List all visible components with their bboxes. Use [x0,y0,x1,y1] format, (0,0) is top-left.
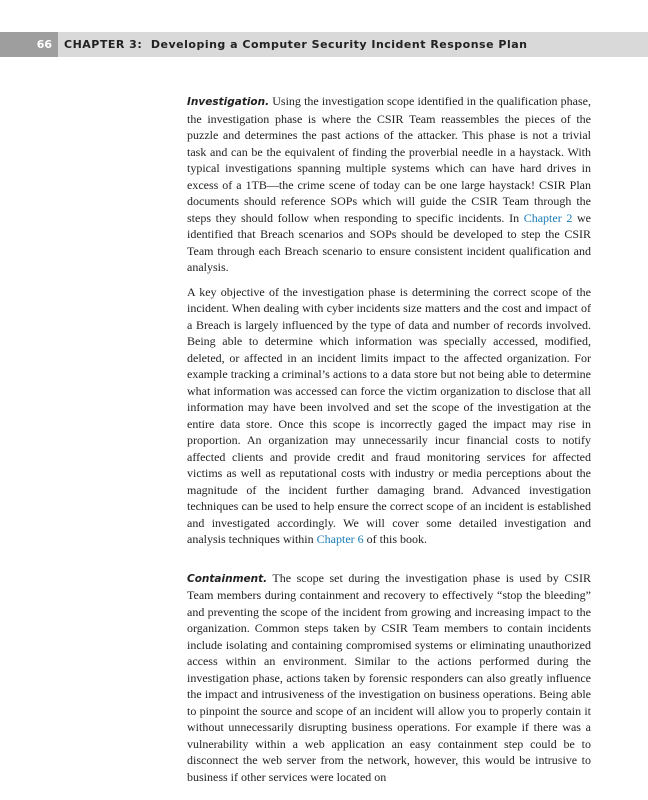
body-text [187,93,591,785]
chapter-2-link[interactable]: Chapter 2 [523,210,573,225]
investigation-paragraph-1 [187,93,591,276]
running-head-title [64,38,527,51]
chapter-6-link[interactable]: Chapter 6 [316,532,364,546]
containment-p1-text: The scope set during the investigation phase is used by CSIR Team members during containment and recovery to effectively “stop the bleeding” and preventing the scope of the incident from growing and increasing impact to the organization. Common steps taken by CSIR Team members to contain incidents include isolating and containing compromised systems or eliminating unauthorized access within an environment. Similar to the actions performed during the investigation phase, actions taken by forensic responders can also greatly influence the impact and intrusiveness of the investigation on business operations. Being able to pinpoint the source and scope of an incident will allow you to properly contain it without unnecessarily disrupting business operations. For example if there was a vulnerability within a web application an easy containment step could be to disconnect the web server from the network, however, this would be intrusive to business if other services were located on [187,570,591,784]
page-number: 66 [0,32,58,57]
chapter-title: Developing a Computer Security Incident Response Plan [150,38,528,51]
investigation-paragraph-2 [187,284,591,548]
containment-paragraph-1 [187,570,591,786]
investigation-heading: Investigation. [187,96,270,108]
chapter-label: CHAPTER 3: [64,38,143,51]
investigation-p1-text-b: we identified that Breach scenarios and SOPs should be developed to step the CSIR Team through each Breach scenario to ensure consistent incident qualification and analysis. [187,210,591,274]
running-header [0,32,648,57]
investigation-p2-text-a: A key objective of the investigation phase is determining the correct scope of the incident. When dealing with cyber incidents size matters and the cost and impact of a Breach is largely influenced by the type of data and number of records involved. Being able to determine which information was specially accessed, modified, deleted, or affected in an incident limits impact to the affected organization. For example tracking a criminal’s actions to a data store but not being able to determine what information was accessed can force the victim organization to disclose that all information may have been involved and set the scope of the investigation at the entire data store. Once this scope is incorrectly gaged the impact may rise in proportion. An organization may unnecessarily incur financial costs to notify affected clients and provide credit and fraud monitoring services for affected victims as well as reputational costs with industry or media perceptions about the magnitude of the incident further damaging brand. Advanced investigation techniques can be used to help ensure the correct scope of an incident is established and investigated accordingly. We will cover some detailed investigation and analysis techniques within [187,284,591,546]
investigation-p2-text-b: of this book. [363,532,427,546]
investigation-p1-text-a: Using the investigation scope identified in the qualification phase, the investigation phase is where the CSIR Team reassembles the pieces of the puzzle and determines the past actions of the attacker. This phase is not a trivial task and can be the equivalent of finding the proverbial needle in a haystack. With typical investigations spanning multiple systems which can have hard drives in excess of a 1TB—the crime scene of today can be one large haystack! CSIR Plan documents should reference SOPs which will guide the CSIR Team through the steps they should follow when responding to specific incidents. In [187,94,591,225]
containment-heading: Containment. [187,572,268,585]
